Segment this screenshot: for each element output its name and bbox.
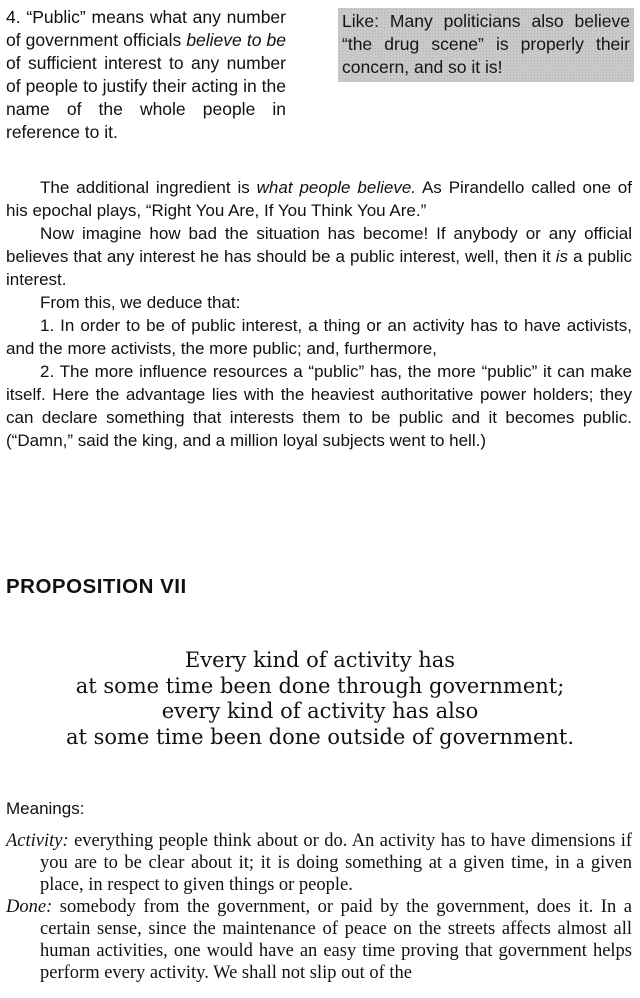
paragraph-2	[6, 222, 632, 291]
definition-item-4	[6, 6, 286, 144]
item4-rest: of sufficient interest to any number of people to justify their acting in the name of the whole people in reference to it.	[6, 53, 286, 142]
definition-activity	[6, 830, 632, 896]
body-text	[6, 176, 632, 452]
sidebar-note-text: Like: Many politicians also believe “the drug scene” is properly their concern, and so it is!	[342, 11, 630, 77]
definition-done	[6, 896, 632, 984]
definition-term: Done:	[6, 897, 53, 917]
paragraph-5: 2. The more influence resources a “public” has, the more “public” it can make itself. Here the advantage lies with the heaviest authoritative power holders; they can declare something that interests them to be public and it becomes public. (“Damn,” said the king, and a million loyal subjects went to hell.)	[6, 362, 632, 450]
paragraph-2-b: a public interest.	[6, 247, 632, 289]
proposition-line: every kind of activity has also	[161, 699, 479, 723]
item4-emphasis: believe to be	[186, 30, 286, 50]
definition-text: somebody from the government, or paid by the government, does it. In a certain sense, since the maintenance of peace on the streets affects almost all human activities, one would have an easy time proving that government helps perform every activity. We shall not slip out of the	[40, 897, 632, 983]
meanings-title: Meanings:	[6, 799, 85, 818]
definition-term: Activity:	[6, 831, 69, 851]
proposition-line: at some time been done through government;	[75, 673, 565, 698]
definitions-list	[6, 830, 632, 984]
proposition-statement	[0, 648, 640, 750]
paragraph-1	[6, 176, 632, 222]
paragraph-1-b: As Pirandello called one of his epochal plays, “Right You Are, If You Think You Are.”	[6, 178, 632, 220]
sidebar-note	[338, 8, 634, 82]
paragraph-4: 1. In order to be of public interest, a thing or an activity has to have activists, and the more activists, the more public; and, furthermore,	[6, 316, 632, 358]
section-heading: PROPOSITION VII	[6, 575, 187, 598]
definition-text: everything people think about or do. An activity has to have dimensions if you are to be clear about it; it is doing something at a given time, in a given place, in respect to given things or people.	[40, 831, 632, 895]
paragraph-1-emphasis: what people believe.	[256, 178, 416, 197]
proposition-line: Every kind of activity has	[184, 648, 456, 672]
item4-lead: 4. “Public” means what any number of government officials	[6, 7, 286, 50]
paragraph-2-a: Now imagine how bad the situation has become! If anybody or any official believes that any interest he has should be a public interest, well, then it	[6, 224, 632, 266]
paragraph-3: From this, we deduce that:	[40, 293, 241, 312]
paragraph-2-emphasis: is	[555, 247, 569, 266]
paragraph-1-a: The additional ingredient is	[40, 178, 257, 197]
proposition-line: at some time been done outside of government.	[65, 724, 575, 749]
